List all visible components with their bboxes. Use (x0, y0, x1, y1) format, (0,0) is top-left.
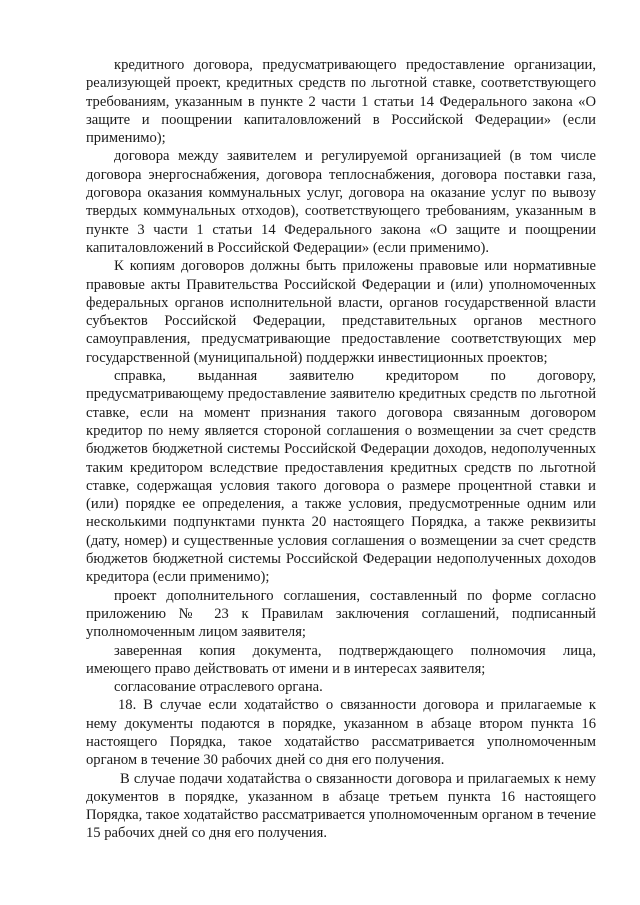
paragraph-item-18: 18. В случае если ходатайство о связанности договора и прилагаемые к нему документы подаются в порядке, указанном в абзаце втором пункта 16 настоящего Порядка, такое ходатайство рассматривается уполномоченным органом в течение 30 рабочих дней со дня его получения. (86, 697, 596, 769)
paragraph-credit-agreement: кредитного договора, предусматривающего предоставление организации, реализующей проект, кредитных средств по льготной ставке, соответствующего требованиям, указанным в пункте 2 части 1 статьи 14 Федерального закона «О защите и поощрении капиталовложений в Российской Федерации» (если применимо); (86, 57, 596, 147)
document-page (86, 56, 596, 843)
paragraph-supplementary-agreement-draft: проект дополнительного соглашения, составленный по форме согласно приложению № 23 к Правилам заключения соглашений, подписанный уполномоченным лицом заявителя; (86, 587, 596, 641)
paragraph-certified-authority-copy: заверенная копия документа, подтверждающего полномочия лица, имеющего право действовать от имени и в интересах заявителя; (86, 642, 596, 677)
paragraph-creditor-certificate: справка, выданная заявителю кредитором по договору, предусматривающему предоставление заявителю кредитных средств по льготной ставке, если на момент признания такого договора связанным договором кредитор по нему является стороной соглашения о возмещении за счет средств бюджетов бюджетной системы Российской Федерации доходов, недополученных таким кредитором вследствие предоставления кредитных средств по льготной ставке, содержащая условия такого договора о размере процентной ставки и (или) порядке ее определения, а также условия, предусмотренные одним или несколькими подпунктами пункта 20 настоящего Порядка, а также реквизиты (дату, номер) и существенные условия соглашения о возмещении за счет средств бюджетов бюджетной системы Российской Федерации недополученных доходов кредитора (если применимо); (86, 368, 596, 586)
paragraph-regulated-organization-agreement: договора между заявителем и регулируемой организацией (в том числе договора энергоснабжения, договора теплоснабжения, договора поставки газа, договора оказания коммунальных услуг, договора на оказание услуг по вывозу твердых коммунальных отходов), соответствующего требованиям, указанным в пункте 3 части 1 статьи 14 Федерального закона «О защите и поощрении капиталовложений в Российской Федерации» (если применимо). (86, 148, 596, 256)
paragraph-sector-approval: согласование отраслевого органа. (114, 679, 323, 696)
paragraph-attached-legal-acts: К копиям договоров должны быть приложены правовые или нормативные правовые акты Правительства Российской Федерации и (или) уполномоченных федеральных органов исполнительной власти, органов государственной власти субъектов Российской Федерации, представительных органов местного самоуправления, предусматривающие предоставление соответствующих мер государственной (муниципальной) поддержки инвестиционных проектов; (86, 258, 596, 366)
paragraph-item-18-third-subparagraph: В случае подачи ходатайства о связанности договора и прилагаемых к нему документов в порядке, указанном в абзаце третьем пункта 16 настоящего Порядка, такое ходатайство рассматривается уполномоченным органом в течение 15 рабочих дней со дня его получения. (86, 770, 596, 842)
